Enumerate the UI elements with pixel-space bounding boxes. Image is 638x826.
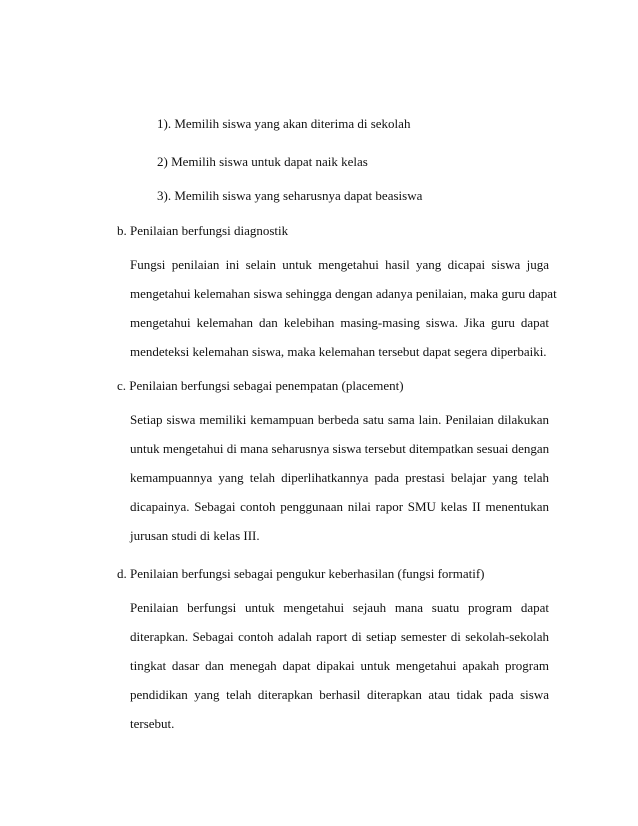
- section-paragraph: [130, 600, 549, 745]
- paragraph-line: untuk mengetahui di mana seharusnya siswa tersebut ditempatkan sesuai dengan: [130, 441, 550, 456]
- paragraph-line: tersebut.: [130, 716, 175, 731]
- paragraph-line: diterapkan. Sebagai contoh adalah raport di setiap semester di sekolah-sekolah: [130, 629, 549, 644]
- paragraph-line: Setiap siswa memiliki kemampuan berbeda satu sama lain. Penilaian dilakukan: [130, 412, 549, 427]
- section-paragraph: [130, 257, 557, 373]
- list-item: 3). Memilih siswa yang seharusnya dapat beasiswa: [157, 188, 423, 203]
- paragraph-line: Fungsi penilaian ini selain untuk mengetahui hasil yang dicapai siswa juga: [130, 257, 549, 272]
- paragraph-line: kemampuannya yang telah diperlihatkannya pada prestasi belajar yang telah: [130, 470, 549, 485]
- paragraph-line: mengetahui kelemahan dan kelebihan masing-masing siswa. Jika guru dapat: [130, 315, 549, 330]
- list-item: 1). Memilih siswa yang akan diterima di sekolah: [157, 116, 411, 131]
- paragraph-line: tingkat dasar dan menegah dapat dipakai untuk mengetahui apakah program: [130, 658, 549, 673]
- paragraph-line: pendidikan yang telah diterapkan berhasil diterapkan atau tidak pada siswa: [130, 687, 549, 702]
- section-paragraph: [130, 412, 549, 557]
- section-heading: c. Penilaian berfungsi sebagai penempatan (placement): [117, 378, 404, 393]
- paragraph-line: mengetahui kelemahan siswa sehingga dengan adanya penilaian, maka guru dapat: [130, 286, 557, 301]
- paragraph-line: Penilaian berfungsi untuk mengetahui sejauh mana suatu program dapat: [130, 600, 549, 615]
- section-heading: d. Penilaian berfungsi sebagai pengukur keberhasilan (fungsi formatif): [117, 566, 485, 581]
- paragraph-line: jurusan studi di kelas III.: [130, 528, 260, 543]
- paragraph-line: mendeteksi kelemahan siswa, maka kelemahan tersebut dapat segera diperbaiki.: [130, 344, 547, 359]
- section-heading: b. Penilaian berfungsi diagnostik: [117, 223, 289, 238]
- list-item: 2) Memilih siswa untuk dapat naik kelas: [157, 154, 368, 169]
- paragraph-line: dicapainya. Sebagai contoh penggunaan nilai rapor SMU kelas II menentukan: [130, 499, 549, 514]
